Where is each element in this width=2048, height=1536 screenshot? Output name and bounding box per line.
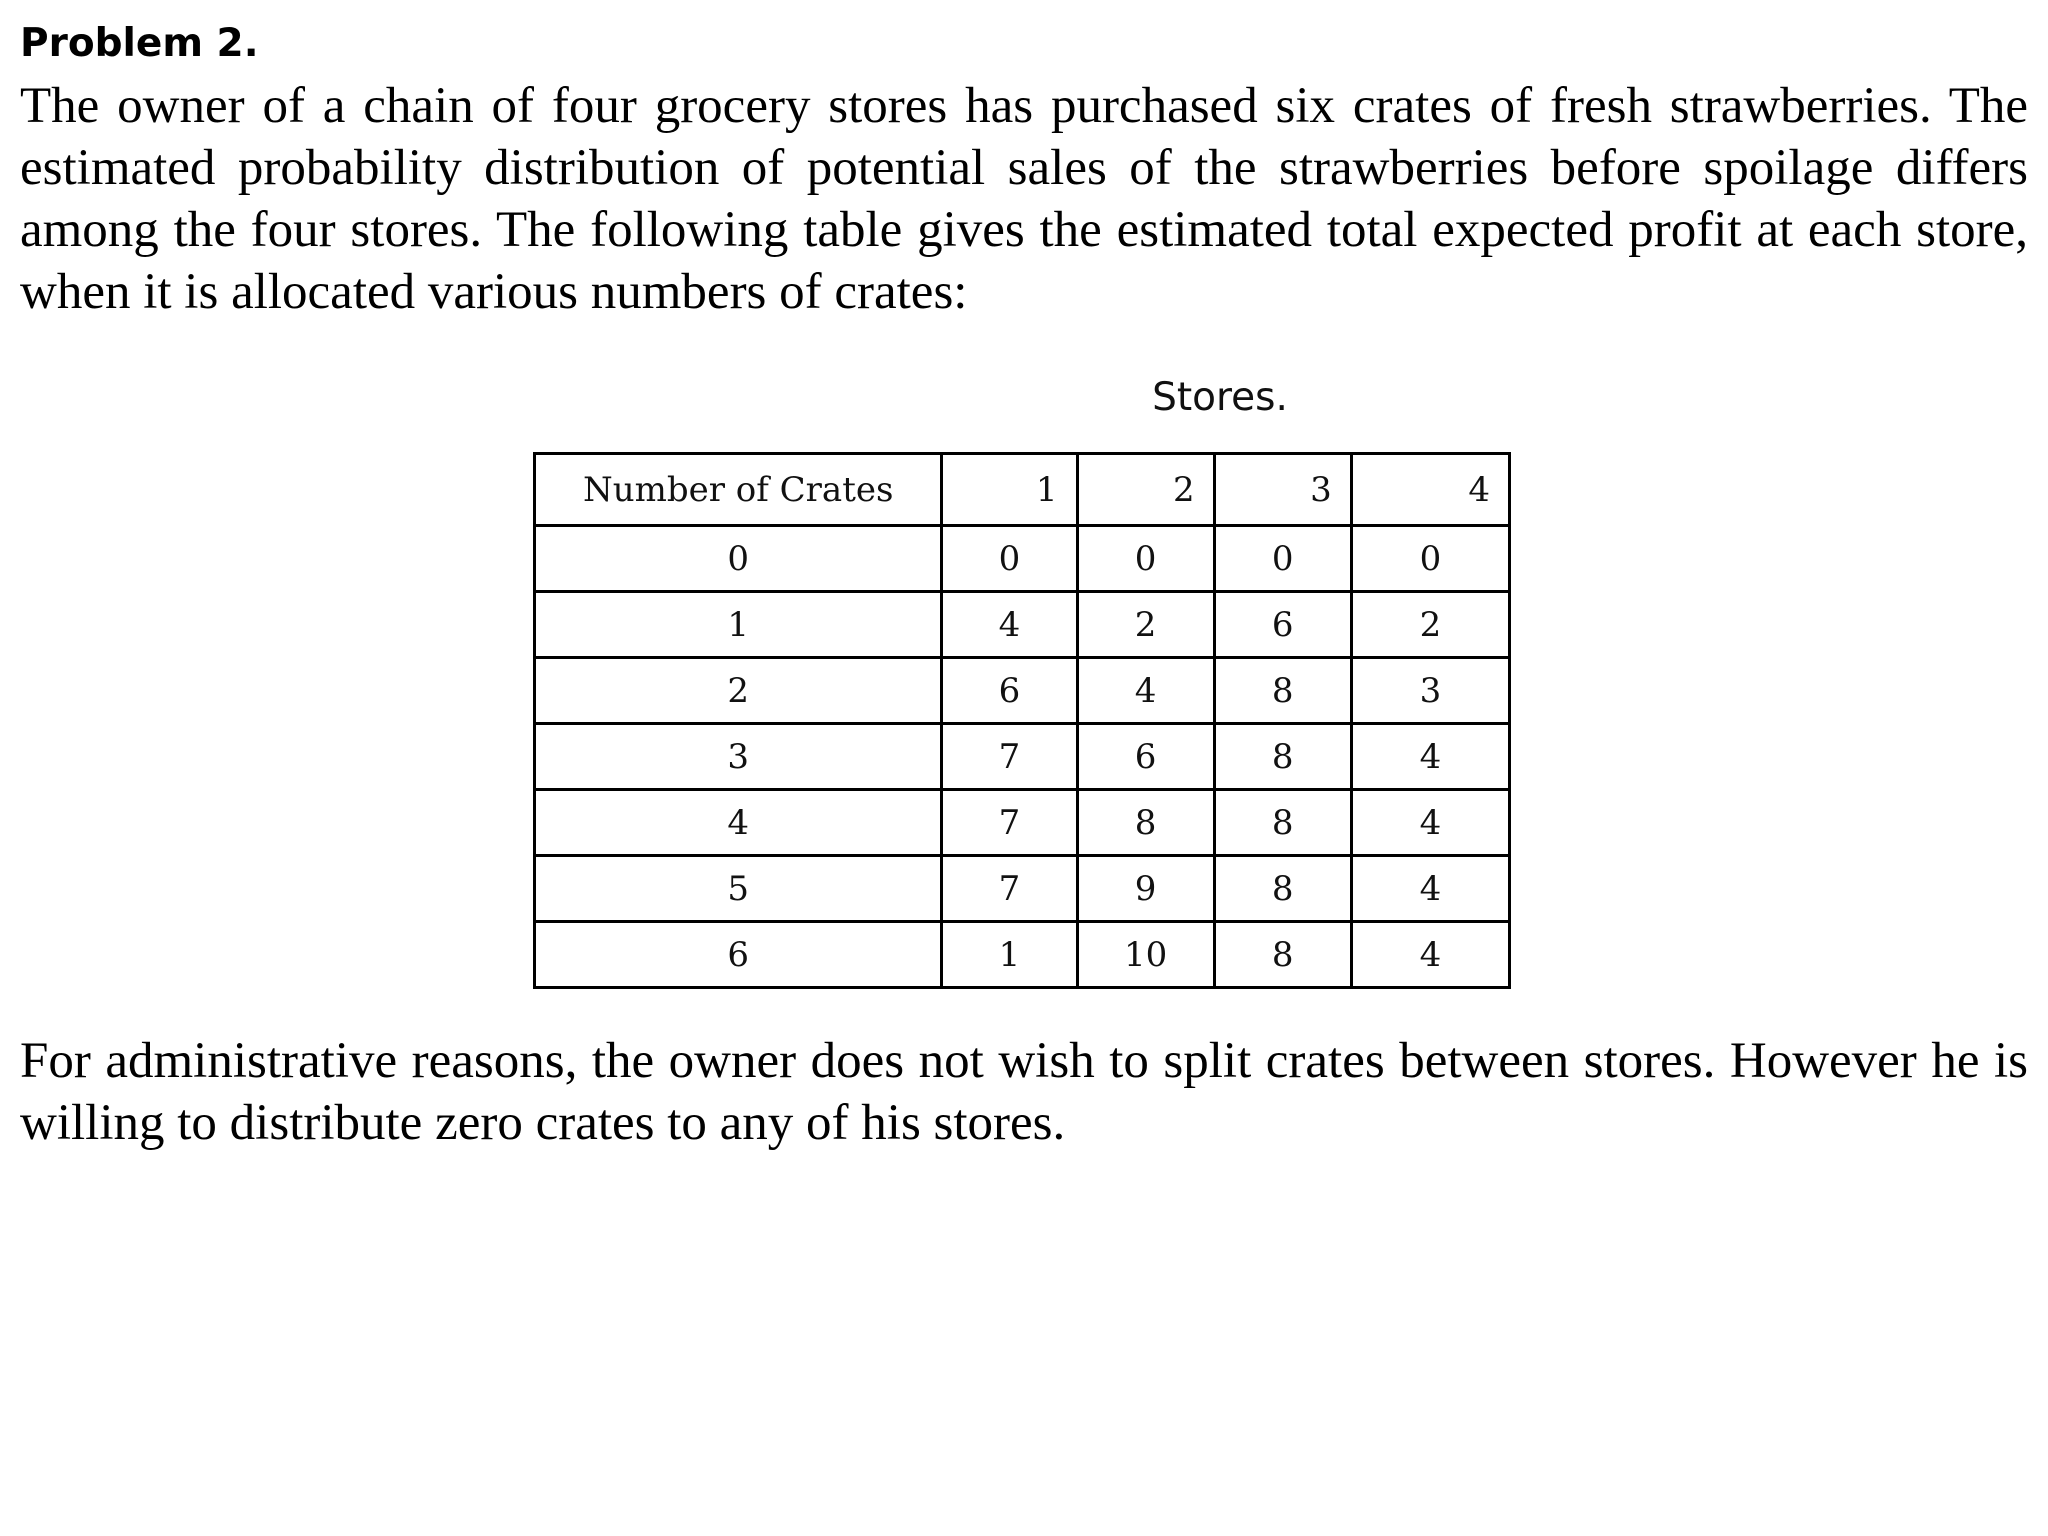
problem-heading: Problem 2.: [20, 21, 259, 66]
profit-cell: 10: [1077, 922, 1214, 988]
profit-cell: 0: [1214, 526, 1351, 592]
table-row: [535, 922, 1510, 988]
profit-cell: 4: [942, 592, 1077, 658]
profit-cell: 6: [1077, 724, 1214, 790]
profit-cell: 7: [942, 790, 1077, 856]
table-row: [535, 592, 1510, 658]
profit-cell: 8: [1214, 922, 1351, 988]
crates-cell: 1: [535, 592, 942, 658]
profit-cell: 1: [942, 922, 1077, 988]
profit-cell: 4: [1351, 790, 1509, 856]
store-header-3: 3: [1214, 454, 1351, 526]
profit-cell: 2: [1077, 592, 1214, 658]
profit-cell: 8: [1214, 724, 1351, 790]
table-row: [535, 724, 1510, 790]
profit-cell: 8: [1077, 790, 1214, 856]
crates-cell: 4: [535, 790, 942, 856]
profit-cell: 8: [1214, 856, 1351, 922]
profit-cell: 3: [1351, 658, 1509, 724]
crates-cell: 5: [535, 856, 942, 922]
profit-cell: 7: [942, 724, 1077, 790]
profit-cell: 0: [942, 526, 1077, 592]
profit-cell: 6: [1214, 592, 1351, 658]
table-row: [535, 658, 1510, 724]
profit-cell: 4: [1351, 922, 1509, 988]
profit-cell: 8: [1214, 658, 1351, 724]
crates-cell: 6: [535, 922, 942, 988]
table-header-row: [535, 454, 1510, 526]
profit-cell: 6: [942, 658, 1077, 724]
profit-cell: 8: [1214, 790, 1351, 856]
store-header-2: 2: [1077, 454, 1214, 526]
store-header-4: 4: [1351, 454, 1509, 526]
profit-cell: 4: [1077, 658, 1214, 724]
table-row: [535, 856, 1510, 922]
profit-cell: 0: [1077, 526, 1214, 592]
table-caption: Stores.: [1152, 375, 1288, 420]
crates-cell: 0: [535, 526, 942, 592]
row-header-cell: Number of Crates: [535, 454, 942, 526]
problem-footer-paragraph: For administrative reasons, the owner does not wish to split crates between stores. However he is willing to distribute zero crates to any of his stores.: [20, 1033, 2028, 1151]
table-row: [535, 790, 1510, 856]
profit-cell: 4: [1351, 856, 1509, 922]
crates-cell: 3: [535, 724, 942, 790]
problem-intro-paragraph: The owner of a chain of four grocery stores has purchased six crates of fresh strawberries. The estimated probability distribution of potential sales of the strawberries before spoilage differs among the four stores. The following table gives the estimated total expected profit at each store, when it is allocated various numbers of crates:: [20, 78, 2028, 320]
profit-cell: 0: [1351, 526, 1509, 592]
profit-cell: 7: [942, 856, 1077, 922]
profit-table: [533, 452, 1511, 989]
store-header-1: 1: [942, 454, 1077, 526]
profit-cell: 9: [1077, 856, 1214, 922]
crates-cell: 2: [535, 658, 942, 724]
table-row: [535, 526, 1510, 592]
profit-cell: 4: [1351, 724, 1509, 790]
profit-cell: 2: [1351, 592, 1509, 658]
